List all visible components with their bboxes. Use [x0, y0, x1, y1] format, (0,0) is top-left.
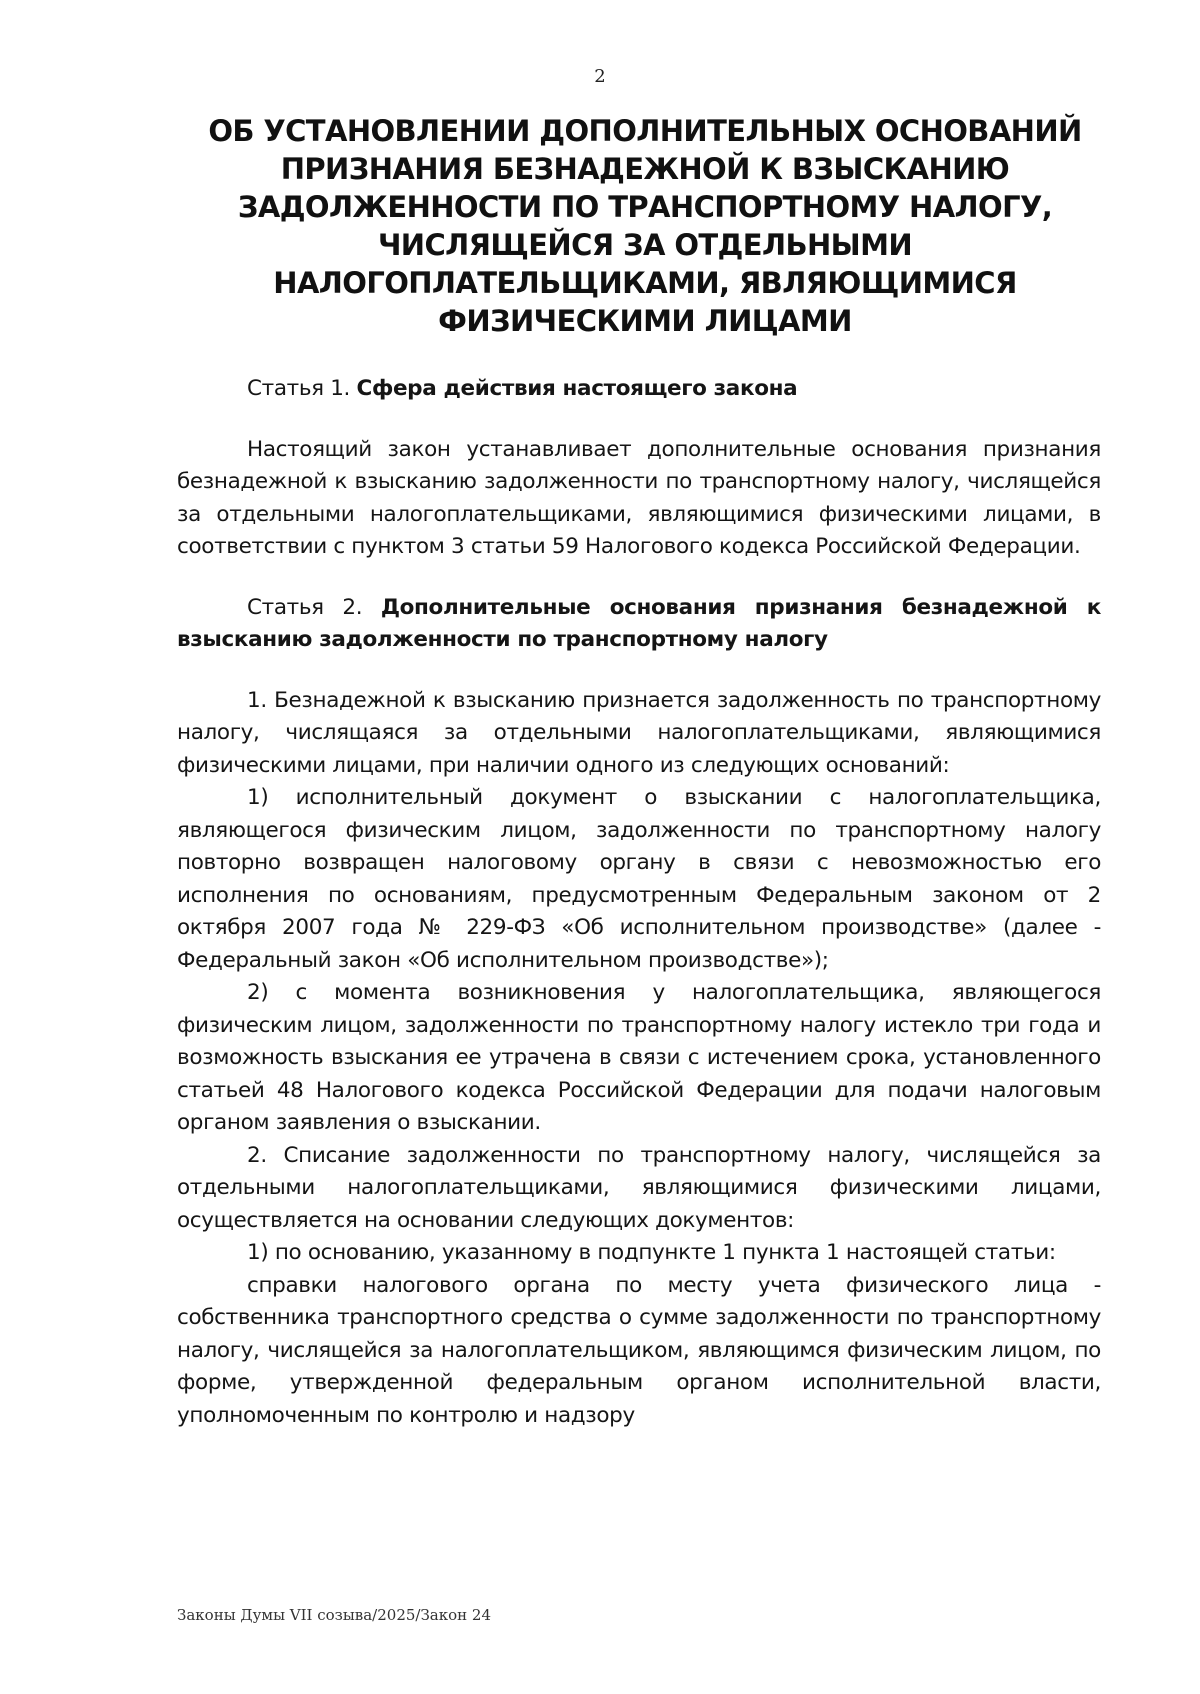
title-line: ЗАДОЛЖЕННОСТИ ПО ТРАНСПОРТНОМУ НАЛОГУ, — [237, 190, 1053, 224]
article-1-title: Сфера действия настоящего закона — [356, 376, 798, 401]
article-1-heading — [177, 373, 1101, 406]
article-2-paragraph: 2) с момента возникновения у налогоплательщика, являющегося физическим лицом, задолженности по транспортному налогу истекло три года и возможность взыскания ее утрачена в связи с истечением срока, установленного статьей 48 Налогового кодекса Российской Федерации для подачи налоговым органом заявления о взыскании. — [177, 980, 1101, 1135]
article-2-title: Дополнительные основания признания безнадежной к взысканию задолженности по транспортному налогу — [177, 594, 1101, 652]
title-line: НАЛОГОПЛАТЕЛЬЩИКАМИ, ЯВЛЯЮЩИМИСЯ — [273, 266, 1017, 300]
article-2-label: Статья 2. — [247, 594, 381, 620]
article-2-paragraph: справки налогового органа по месту учета физического лица - собственника транспортного средства о сумме задолженности по транспортному налогу, числящейся за налогоплательщиком, являющимся физическим лицом, по форме, утвержденной федеральным органом исполнительной власти, уполномоченным по контролю и надзору — [177, 1272, 1101, 1428]
article-2-heading — [177, 592, 1101, 657]
article-2-paragraph: 1) исполнительный документ о взыскании с налогоплательщика, являющегося физическим лицом, задолженности по транспортному налогу повторно возвращен налоговому органу в связи с невозможностью его исполнения по основаниям, предусмотренным Федеральным законом от 2 октября 2007 года № 229-ФЗ «Об исполнительном производстве» (далее - Федеральный закон «Об исполнительном производстве»); — [177, 785, 1101, 973]
document-body — [177, 373, 1101, 1432]
title-line: ЧИСЛЯЩЕЙСЯ ЗА ОТДЕЛЬНЫМИ — [377, 228, 913, 262]
title-line: ОБ УСТАНОВЛЕНИИ ДОПОЛНИТЕЛЬНЫХ ОСНОВАНИЙ — [208, 114, 1082, 148]
article-1-text: Настоящий закон устанавливает дополнительные основания признания безнадежной к взысканию задолженности по транспортному налогу, числящейся за отдельными налогоплательщиками, являющимися физическими лицами, в соответствии с пунктом 3 статьи 59 Налогового кодекса Российской Федерации. — [177, 436, 1101, 559]
article-1-label: Статья 1. — [247, 376, 357, 401]
article-2-paragraph: 1. Безнадежной к взысканию признается задолженность по транспортному налогу, числящаяся за отдельными налогоплательщиками, являющимися физическими лицами, при наличии одного из следующих оснований: — [177, 687, 1101, 778]
article-2-paragraph: 2. Списание задолженности по транспортному налогу, числящейся за отдельными налогоплательщиками, являющимися физическими лицами, осуществляется на основании следующих документов: — [177, 1142, 1101, 1233]
title-line: ФИЗИЧЕСКИМИ ЛИЦАМИ — [438, 304, 852, 338]
page-number: 2 — [594, 66, 606, 87]
article-2-paragraph: 1) по основанию, указанному в подпункте 1 пункта 1 настоящей статьи: — [247, 1240, 1056, 1265]
title-line: ПРИЗНАНИЯ БЕЗНАДЕЖНОЙ К ВЗЫСКАНИЮ — [280, 152, 1010, 186]
document-footer: Законы Думы VII созыва/2025/Закон 24 — [177, 1606, 492, 1624]
law-title — [175, 112, 1115, 340]
